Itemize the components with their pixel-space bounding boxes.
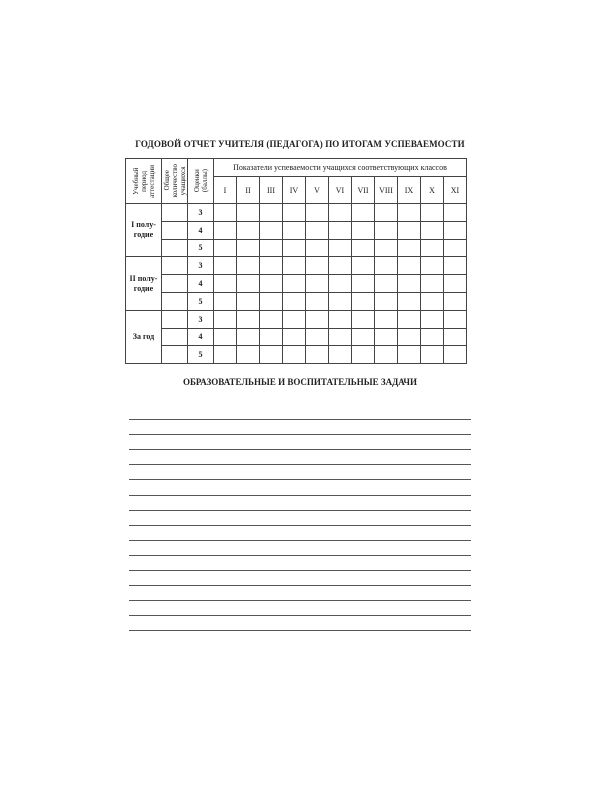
performance-cell[interactable] [237, 275, 260, 293]
writing-line[interactable] [129, 601, 471, 616]
performance-cell[interactable] [444, 328, 467, 346]
performance-cell[interactable] [237, 257, 260, 275]
performance-cell[interactable] [283, 292, 306, 310]
performance-cell[interactable] [444, 257, 467, 275]
writing-line[interactable] [129, 571, 471, 586]
performance-cell[interactable] [329, 310, 352, 328]
writing-line[interactable] [129, 511, 471, 526]
performance-cell[interactable] [444, 221, 467, 239]
table-row [126, 239, 467, 257]
writing-line[interactable] [129, 616, 471, 631]
header-grade-cell [188, 159, 214, 204]
performance-cell[interactable] [260, 310, 283, 328]
performance-cell[interactable] [375, 239, 398, 257]
performance-cell[interactable] [444, 292, 467, 310]
writing-line[interactable] [129, 480, 471, 495]
performance-cell[interactable] [421, 310, 444, 328]
total-students-cell[interactable] [162, 346, 188, 364]
grade-label: 4 [188, 221, 214, 239]
performance-cell[interactable] [237, 292, 260, 310]
performance-cell[interactable] [398, 204, 421, 222]
performance-cell[interactable] [398, 275, 421, 293]
header-period-cell [126, 159, 162, 204]
performance-cell[interactable] [306, 292, 329, 310]
class-header-10: X [421, 177, 444, 204]
class-header-9: IX [398, 177, 421, 204]
class-header-5: V [306, 177, 329, 204]
performance-cell[interactable] [306, 328, 329, 346]
performance-cell[interactable] [421, 292, 444, 310]
performance-cell[interactable] [398, 346, 421, 364]
performance-cell[interactable] [352, 221, 375, 239]
performance-cell[interactable] [398, 221, 421, 239]
performance-cell[interactable] [375, 221, 398, 239]
performance-cell[interactable] [375, 204, 398, 222]
writing-line[interactable] [129, 420, 471, 435]
performance-cell[interactable] [398, 328, 421, 346]
performance-cell[interactable] [329, 328, 352, 346]
performance-cell[interactable] [352, 310, 375, 328]
performance-cell[interactable] [398, 257, 421, 275]
class-header-7: VII [352, 177, 375, 204]
performance-cell[interactable] [375, 328, 398, 346]
performance-cell[interactable] [306, 346, 329, 364]
performance-cell[interactable] [260, 292, 283, 310]
performance-cell[interactable] [329, 292, 352, 310]
grade-label: 4 [188, 275, 214, 293]
grade-label: 3 [188, 204, 214, 222]
total-students-cell[interactable] [162, 275, 188, 293]
performance-cell[interactable] [352, 346, 375, 364]
performance-cell[interactable] [306, 204, 329, 222]
performance-cell[interactable] [375, 292, 398, 310]
period-label: I полу- годие [126, 204, 162, 257]
performance-cell[interactable] [237, 204, 260, 222]
writing-line[interactable] [129, 526, 471, 541]
performance-cell[interactable] [375, 275, 398, 293]
performance-cell[interactable] [260, 328, 283, 346]
performance-cell[interactable] [306, 221, 329, 239]
performance-cell[interactable] [421, 328, 444, 346]
header-total-cell [162, 159, 188, 204]
performance-cell[interactable] [329, 221, 352, 239]
performance-cell[interactable] [421, 257, 444, 275]
performance-cell[interactable] [214, 239, 237, 257]
class-header-3: III [260, 177, 283, 204]
performance-cell[interactable] [237, 310, 260, 328]
writing-line[interactable] [129, 586, 471, 601]
performance-cell[interactable] [352, 275, 375, 293]
performance-cell[interactable] [237, 328, 260, 346]
performance-cell[interactable] [260, 239, 283, 257]
performance-cell[interactable] [352, 239, 375, 257]
performance-cell[interactable] [375, 310, 398, 328]
performance-cell[interactable] [398, 239, 421, 257]
class-header-2: II [237, 177, 260, 204]
period-label: За год [126, 310, 162, 363]
writing-line[interactable] [129, 541, 471, 556]
performance-cell[interactable] [352, 328, 375, 346]
grade-label: 5 [188, 239, 214, 257]
performance-cell[interactable] [260, 257, 283, 275]
performance-cell[interactable] [398, 310, 421, 328]
performance-cell[interactable] [306, 310, 329, 328]
writing-line[interactable] [129, 405, 471, 420]
performance-header: Показатели успеваемости учащихся соответствующих классов [214, 159, 467, 177]
performance-cell[interactable] [352, 204, 375, 222]
performance-cell[interactable] [444, 275, 467, 293]
performance-cell[interactable] [421, 346, 444, 364]
performance-cell[interactable] [214, 221, 237, 239]
performance-cell[interactable] [283, 239, 306, 257]
performance-cell[interactable] [283, 221, 306, 239]
performance-cell[interactable] [329, 275, 352, 293]
performance-cell[interactable] [214, 275, 237, 293]
class-header-6: VI [329, 177, 352, 204]
performance-cell[interactable] [352, 292, 375, 310]
performance-cell[interactable] [375, 346, 398, 364]
total-students-cell[interactable] [162, 328, 188, 346]
performance-cell[interactable] [214, 204, 237, 222]
table-row [126, 257, 467, 275]
header-period: Учебный период аттестации [131, 164, 156, 198]
class-header-4: IV [283, 177, 306, 204]
performance-cell[interactable] [283, 257, 306, 275]
writing-line[interactable] [129, 496, 471, 511]
class-header-1: I [214, 177, 237, 204]
table-row [126, 292, 467, 310]
performance-cell[interactable] [260, 221, 283, 239]
performance-cell[interactable] [260, 204, 283, 222]
total-students-cell[interactable] [162, 257, 188, 275]
performance-cell[interactable] [421, 204, 444, 222]
performance-cell[interactable] [214, 328, 237, 346]
performance-cell[interactable] [329, 239, 352, 257]
performance-cell[interactable] [214, 292, 237, 310]
performance-cell[interactable] [214, 257, 237, 275]
performance-cell[interactable] [306, 239, 329, 257]
performance-cell[interactable] [329, 204, 352, 222]
header-grade: Оценки (баллы) [192, 169, 209, 193]
grade-label: 3 [188, 257, 214, 275]
performance-cell[interactable] [214, 346, 237, 364]
writing-line[interactable] [129, 556, 471, 571]
grade-label: 4 [188, 328, 214, 346]
writing-line[interactable] [129, 450, 471, 465]
grade-label: 5 [188, 346, 214, 364]
table-row [126, 204, 467, 222]
performance-cell[interactable] [444, 239, 467, 257]
total-students-cell[interactable] [162, 239, 188, 257]
total-students-cell[interactable] [162, 221, 188, 239]
table-row [126, 328, 467, 346]
performance-cell[interactable] [329, 257, 352, 275]
total-students-cell[interactable] [162, 310, 188, 328]
header-total: Общее количество учащихся [162, 164, 187, 198]
performance-cell[interactable] [283, 310, 306, 328]
period-label: II полу- годие [126, 257, 162, 310]
table-row [126, 275, 467, 293]
tasks-title: ОБРАЗОВАТЕЛЬНЫЕ И ВОСПИТАТЕЛЬНЫЕ ЗАДАЧИ [182, 377, 418, 387]
performance-cell[interactable] [214, 310, 237, 328]
performance-cell[interactable] [306, 275, 329, 293]
performance-cell[interactable] [398, 292, 421, 310]
performance-cell[interactable] [260, 346, 283, 364]
writing-line[interactable] [129, 465, 471, 480]
performance-cell[interactable] [283, 346, 306, 364]
table-row [126, 221, 467, 239]
performance-cell[interactable] [329, 346, 352, 364]
class-header-8: VIII [375, 177, 398, 204]
total-students-cell[interactable] [162, 292, 188, 310]
performance-cell[interactable] [444, 346, 467, 364]
tasks-lines-area [129, 405, 471, 631]
performance-cell[interactable] [283, 275, 306, 293]
writing-line[interactable] [129, 435, 471, 450]
performance-cell[interactable] [444, 204, 467, 222]
performance-cell[interactable] [283, 204, 306, 222]
performance-cell[interactable] [260, 275, 283, 293]
performance-cell[interactable] [237, 239, 260, 257]
performance-cell[interactable] [237, 346, 260, 364]
grade-label: 3 [188, 310, 214, 328]
performance-cell[interactable] [375, 257, 398, 275]
table-row [126, 346, 467, 364]
performance-cell[interactable] [283, 328, 306, 346]
performance-cell[interactable] [421, 221, 444, 239]
performance-cell[interactable] [237, 221, 260, 239]
performance-cell[interactable] [352, 257, 375, 275]
performance-cell[interactable] [421, 275, 444, 293]
performance-table [125, 158, 467, 364]
table-row [126, 310, 467, 328]
performance-cell[interactable] [306, 257, 329, 275]
total-students-cell[interactable] [162, 204, 188, 222]
performance-cell[interactable] [421, 239, 444, 257]
performance-cell[interactable] [444, 310, 467, 328]
grade-label: 5 [188, 292, 214, 310]
report-title: ГОДОВОЙ ОТЧЕТ УЧИТЕЛЯ (ПЕДАГОГА) ПО ИТОГАМ УСПЕВАЕМОСТИ [135, 139, 465, 149]
class-header-11: XI [444, 177, 467, 204]
